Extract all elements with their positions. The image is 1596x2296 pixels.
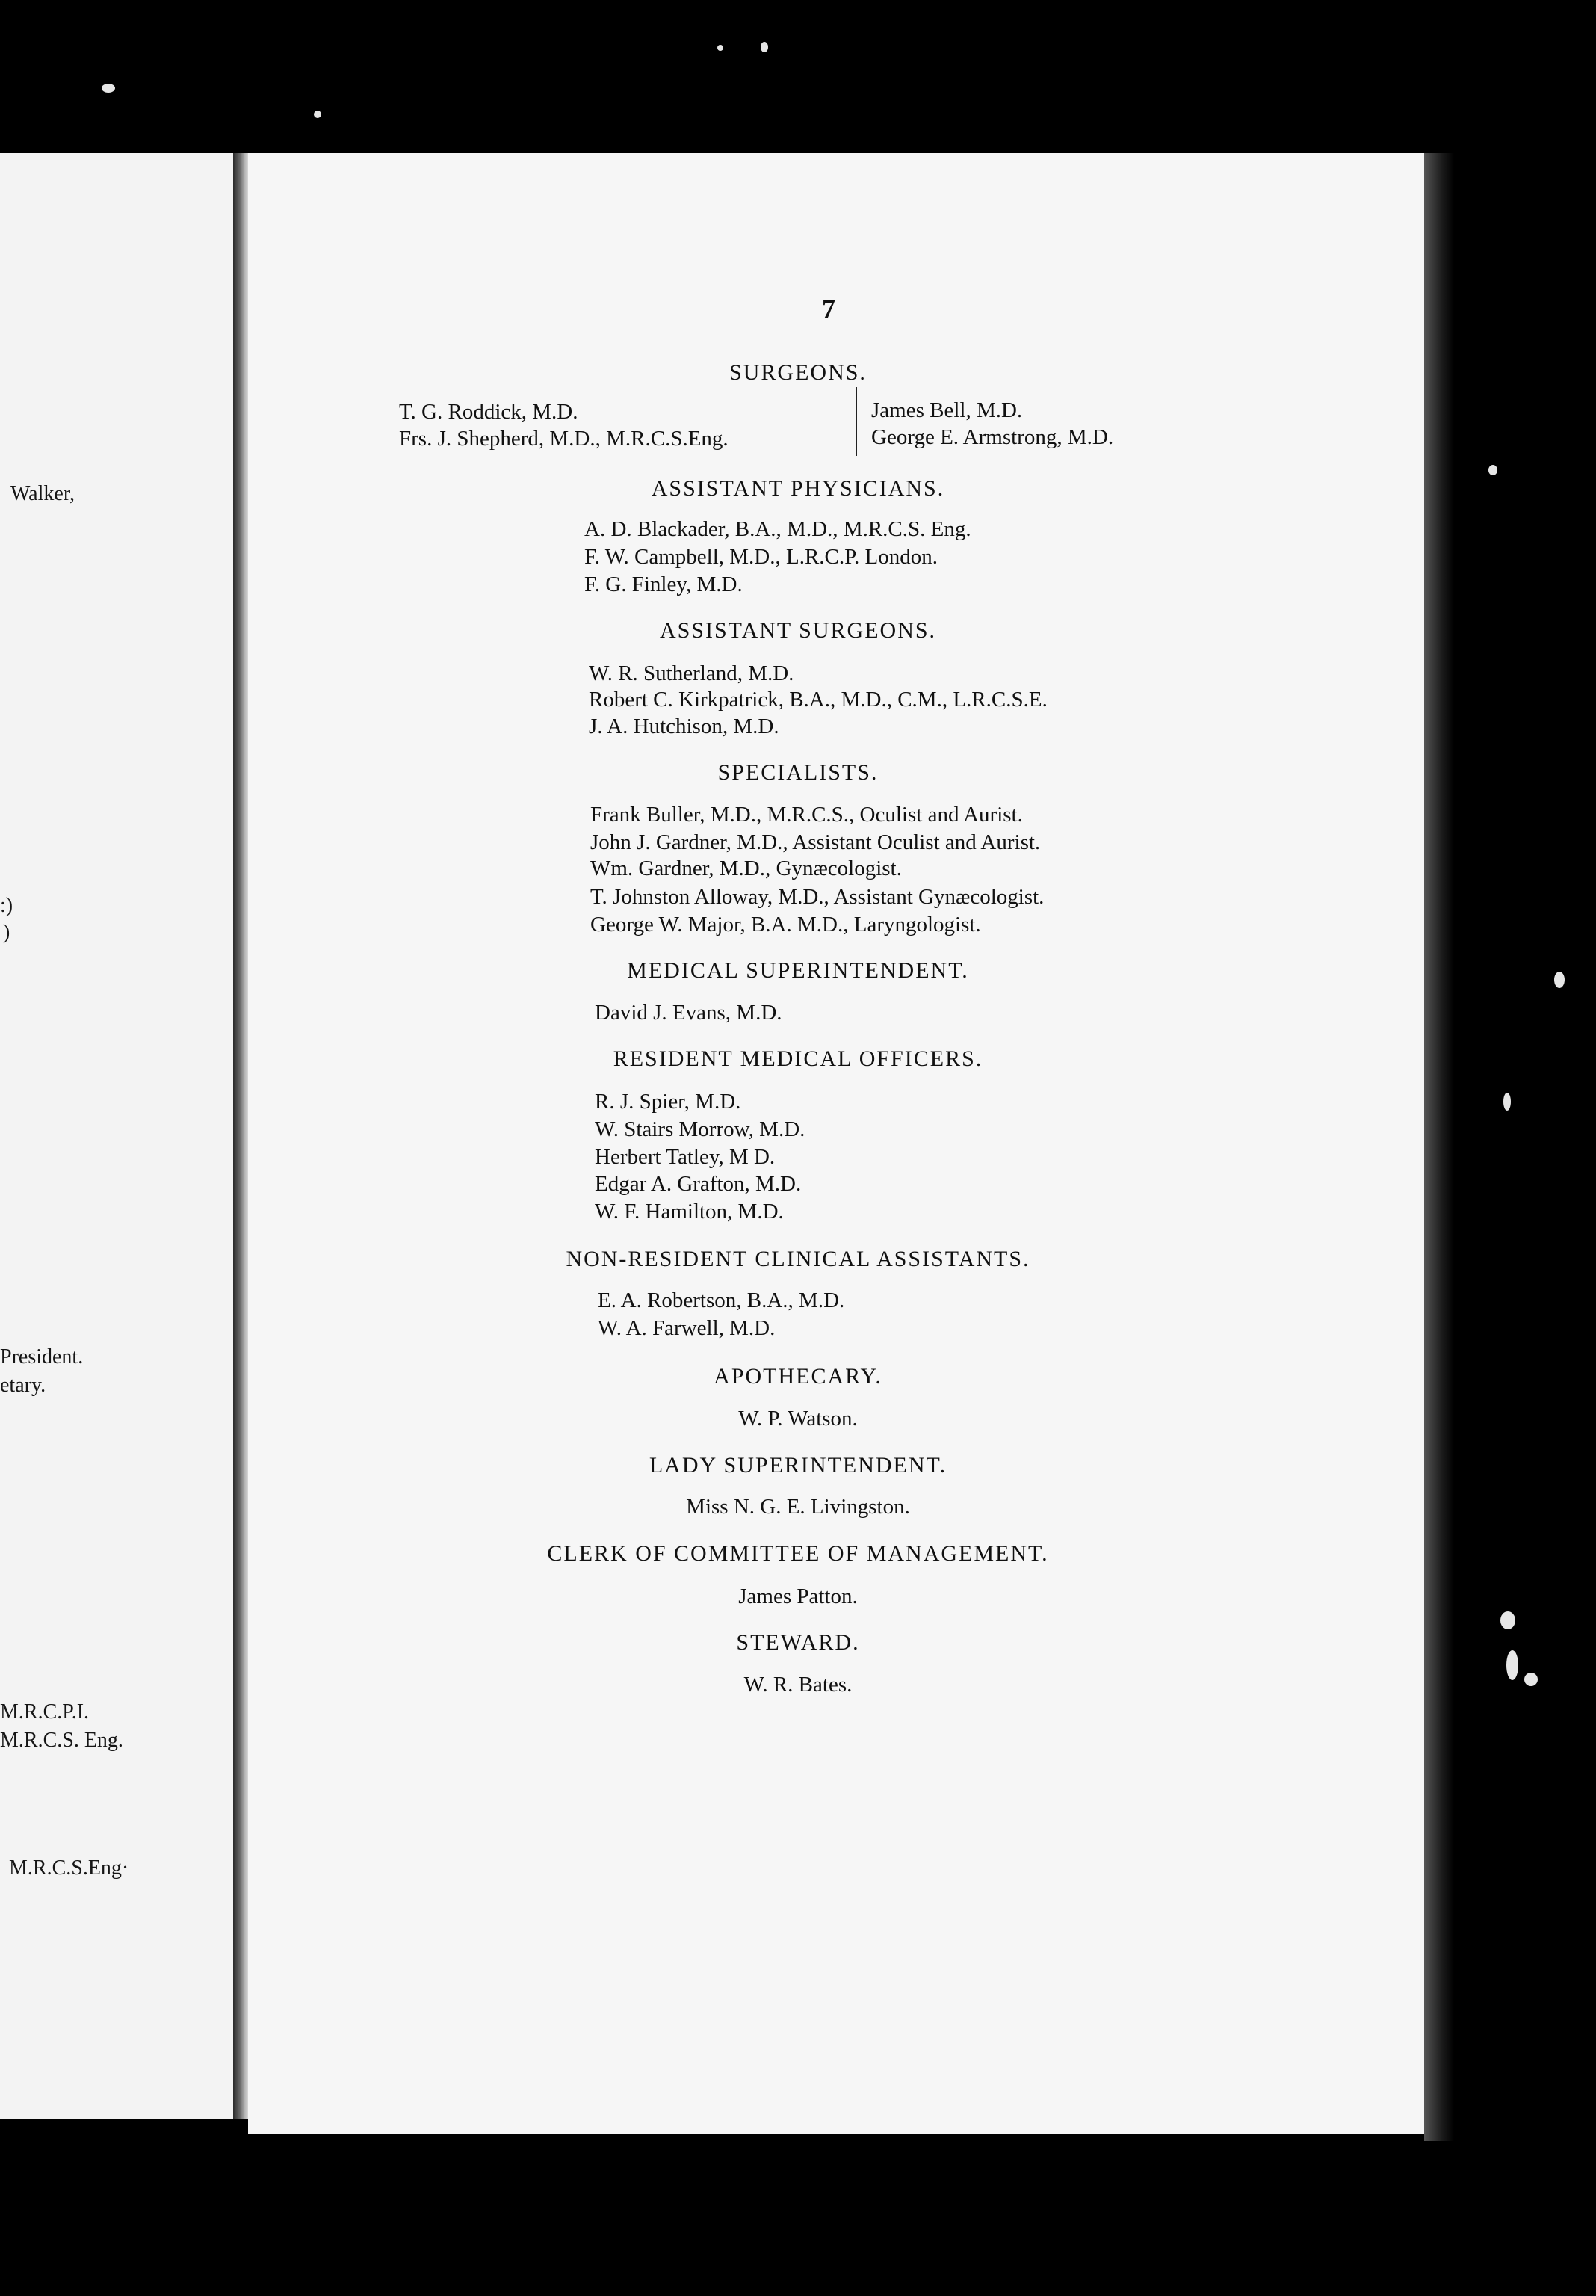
assistant-physician-name: F. W. Campbell, M.D., L.R.C.P. London.: [584, 545, 938, 569]
apothecary-name: W. P. Watson.: [738, 1407, 858, 1431]
lady-superintendent-heading: LADY SUPERINTENDENT.: [649, 1453, 947, 1478]
page-number: 7: [822, 294, 835, 324]
scan-speck: [717, 45, 723, 51]
clinical-assistant-name: E. A. Robertson, B.A., M.D.: [598, 1289, 845, 1312]
scan-speck: [1500, 1611, 1515, 1629]
scan-speck: [102, 84, 115, 93]
left-page-fragment: President.: [0, 1345, 84, 1368]
assistant-physician-name: F. G. Finley, M.D.: [584, 573, 743, 596]
lady-superintendent-name: Miss N. G. E. Livingston.: [686, 1495, 910, 1519]
specialist-name: Wm. Gardner, M.D., Gynæcologist.: [590, 857, 902, 880]
apothecary-heading: APOTHECARY.: [714, 1364, 882, 1389]
specialist-name: Frank Buller, M.D., M.R.C.S., Oculist and Aurist.: [590, 803, 1023, 827]
left-page-fragment: ): [3, 921, 10, 944]
assistant-surgeon-name: Robert C. Kirkpatrick, B.A., M.D., C.M., L.R.C.S.E.: [589, 688, 1048, 712]
specialists-heading: SPECIALISTS.: [717, 760, 879, 785]
scan-speck: [1503, 1093, 1511, 1111]
resident-officer-name: R. J. Spier, M.D.: [595, 1090, 741, 1114]
resident-officer-name: Edgar A. Grafton, M.D.: [595, 1172, 802, 1196]
left-page-fragment: etary.: [0, 1374, 46, 1397]
assistant-surgeon-name: J. A. Hutchison, M.D.: [589, 715, 779, 738]
non-resident-clinical-assistants-heading: NON-RESIDENT CLINICAL ASSISTANTS.: [566, 1247, 1030, 1271]
steward-heading: STEWARD.: [736, 1630, 860, 1655]
surgeon-name: T. G. Roddick, M.D.: [399, 400, 578, 424]
surgeon-name: James Bell, M.D.: [871, 398, 1023, 422]
scan-speck: [314, 111, 321, 118]
clerk-heading: CLERK OF COMMITTEE OF MANAGEMENT.: [547, 1541, 1049, 1566]
book-cover-edge: [1424, 153, 1454, 2141]
left-page-fragment: M.R.C.S.Eng·: [9, 1857, 129, 1880]
surgeon-name: George E. Armstrong, M.D.: [871, 425, 1114, 449]
clinical-assistant-name: W. A. Farwell, M.D.: [598, 1316, 776, 1340]
steward-name: W. R. Bates.: [743, 1673, 853, 1697]
surgeons-heading: SURGEONS.: [729, 360, 867, 385]
book-gutter: [233, 153, 250, 2119]
resident-officer-name: W. Stairs Morrow, M.D.: [595, 1117, 805, 1141]
specialist-name: T. Johnston Alloway, M.D., Assistant Gynæcologist.: [590, 885, 1045, 909]
column-divider: [856, 387, 857, 456]
left-page-fragment: M.R.C.S. Eng.: [0, 1729, 123, 1752]
scan-speck: [1488, 465, 1497, 475]
assistant-physicians-heading: ASSISTANT PHYSICIANS.: [651, 476, 945, 501]
assistant-physician-name: A. D. Blackader, B.A., M.D., M.R.C.S. Eng.: [584, 517, 971, 541]
left-page-fragment: :): [0, 894, 13, 917]
left-page-fragment: M.R.C.P.I.: [0, 1700, 90, 1723]
left-page: [0, 153, 238, 2119]
scan-speck: [761, 42, 768, 52]
left-page-fragment: Walker,: [10, 482, 75, 505]
assistant-surgeons-heading: ASSISTANT SURGEONS.: [659, 618, 937, 643]
surgeon-name: Frs. J. Shepherd, M.D., M.R.C.S.Eng.: [399, 427, 729, 451]
resident-medical-officers-heading: RESIDENT MEDICAL OFFICERS.: [613, 1046, 983, 1071]
medical-superintendent-heading: MEDICAL SUPERINTENDENT.: [627, 958, 969, 983]
resident-officer-name: W. F. Hamilton, M.D.: [595, 1200, 784, 1223]
resident-officer-name: Herbert Tatley, M D.: [595, 1145, 776, 1169]
specialist-name: John J. Gardner, M.D., Assistant Oculist and Aurist.: [590, 830, 1041, 854]
clerk-name: James Patton.: [738, 1584, 858, 1608]
specialist-name: George W. Major, B.A. M.D., Laryngologist.: [590, 913, 981, 936]
medical-superintendent-name: David J. Evans, M.D.: [595, 1001, 782, 1025]
assistant-surgeon-name: W. R. Sutherland, M.D.: [589, 661, 794, 685]
